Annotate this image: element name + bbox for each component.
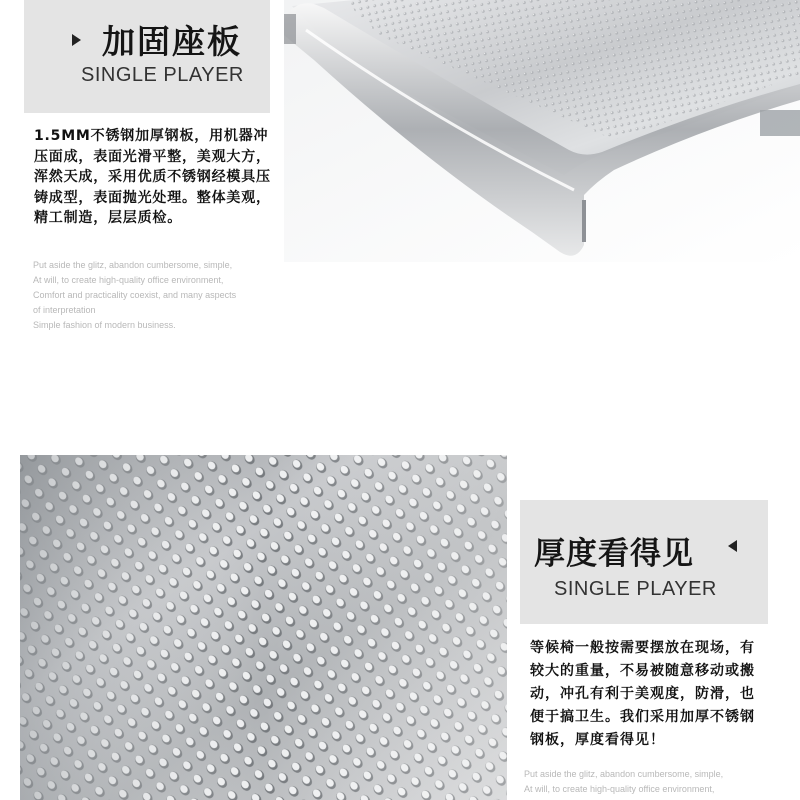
english-line: At will, to create high-quality office environment, (524, 784, 715, 794)
section-subheading-bottom: SINGLE PLAYER (554, 578, 717, 600)
section-title-box-top (24, 0, 270, 113)
section-title-box-bottom (520, 500, 768, 624)
english-line: Simple fashion of modern business. (33, 320, 176, 330)
english-line: At will, to create high-quality office environment, (33, 275, 224, 285)
english-line: Comfort and practicality coexist, and many aspects (33, 290, 237, 300)
seat-photo-image (284, 0, 800, 262)
triangle-left-icon (728, 540, 737, 552)
triangle-right-icon (72, 34, 81, 46)
section-heading-bottom: 厚度看得见 (534, 536, 694, 572)
english-caption-top (33, 258, 283, 333)
english-line: Put aside the glitz, abandon cumbersome, simple, (33, 260, 233, 270)
section-subheading-top: SINGLE PLAYER (81, 64, 244, 86)
english-caption-bottom (524, 767, 784, 797)
section-description-top: 1.5MM不锈钢加厚钢板，用机器冲压面成，表面光滑平整，美观大方，浑然天成，采用优质不锈钢经模具压铸成型，表面抛光处理。整体美观，精工制造，层层质检。 (34, 128, 271, 226)
section-heading-top: 加固座板 (102, 22, 242, 61)
section-description-bottom: 等候椅一般按需要摆放在现场，有较大的重量，不易被随意移动或搬动，冲孔有利于美观度，防滑，也便于搞卫生。我们采用加厚不锈钢钢板，厚度看得见！ (530, 640, 755, 748)
perforated-steel-photo-image (20, 455, 507, 800)
english-line: Put aside the glitz, abandon cumbersome, simple, (524, 769, 724, 779)
english-line: of interpretation (33, 305, 96, 315)
